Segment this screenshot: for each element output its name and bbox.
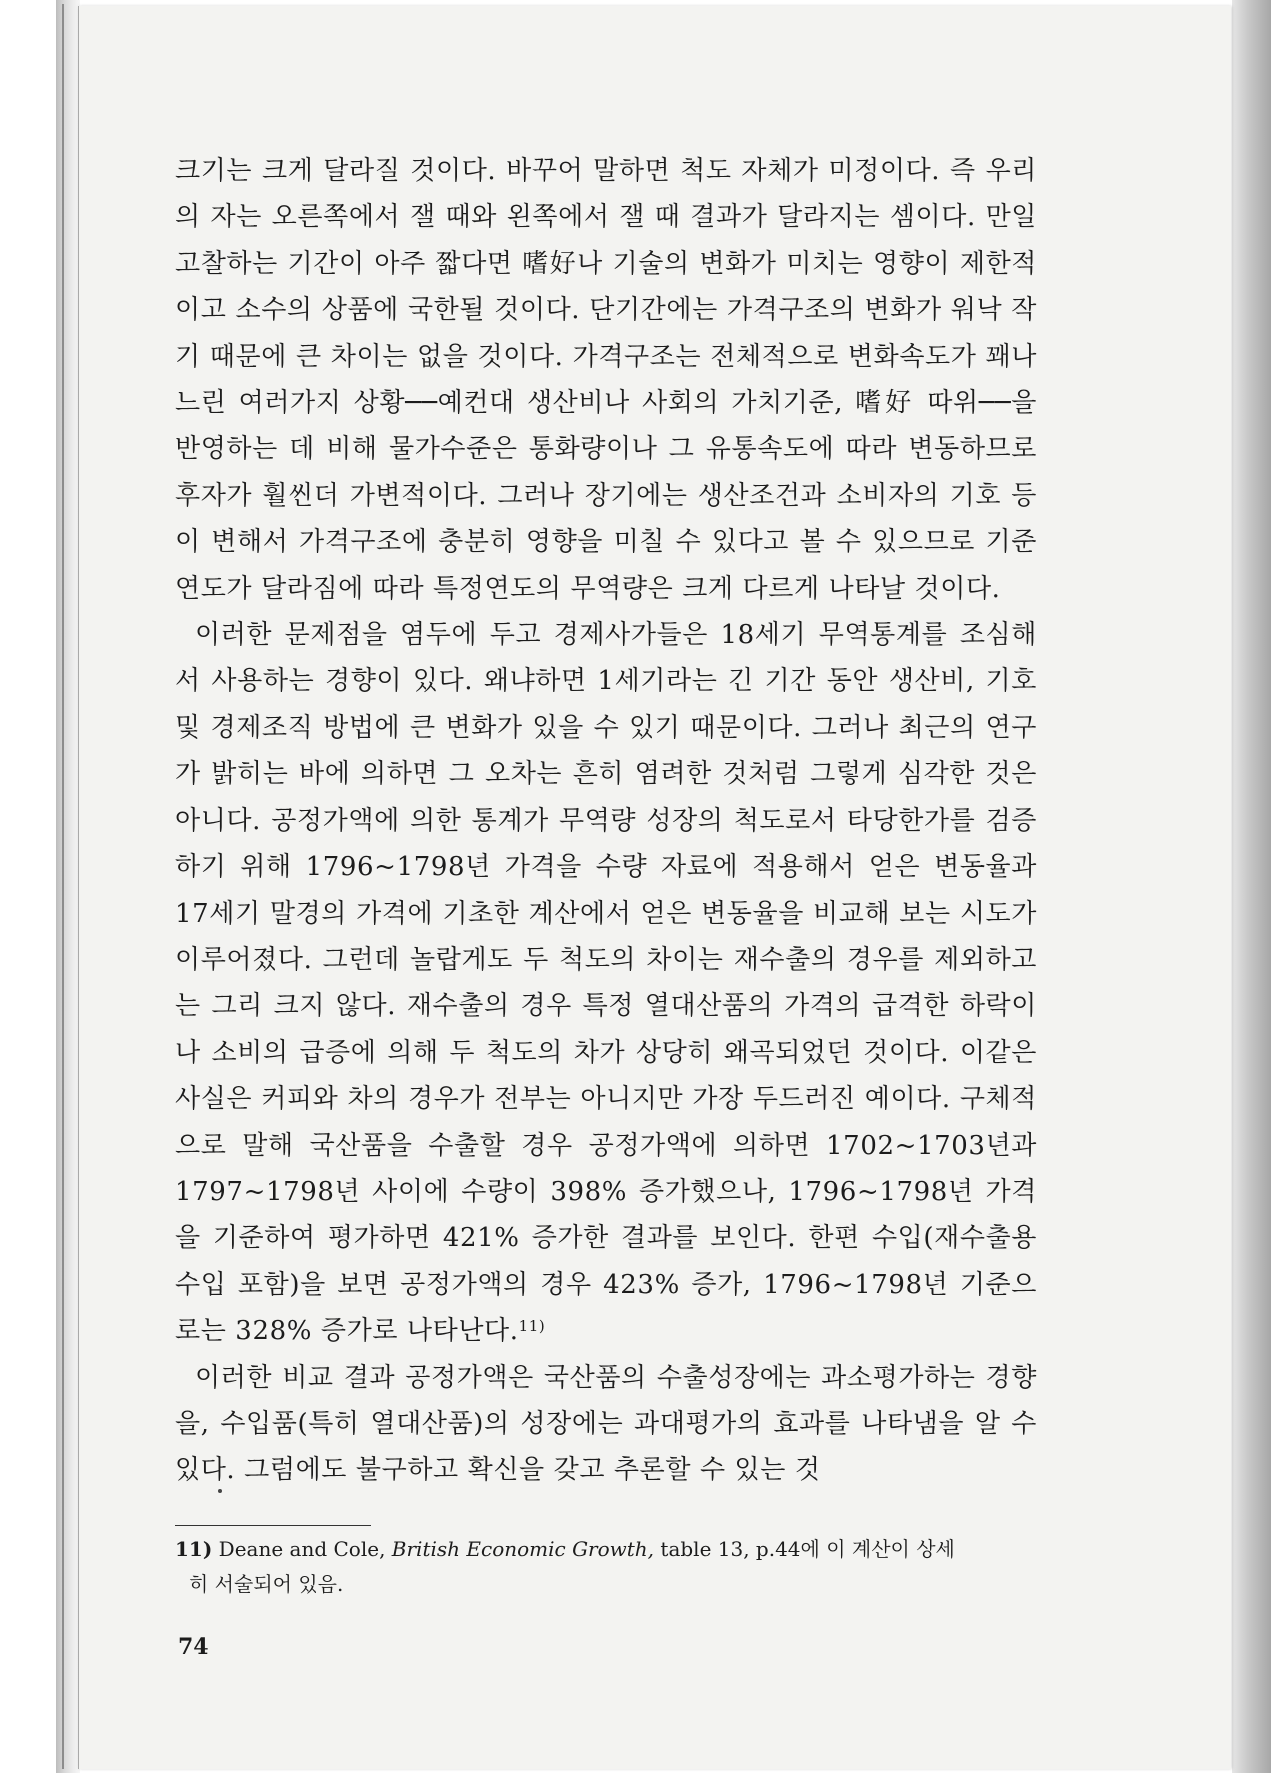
page-number: 74 xyxy=(178,1634,209,1660)
footnote-number: 11) xyxy=(175,1537,213,1561)
footnote-authors: Deane and Cole, xyxy=(218,1537,386,1561)
footnote-line-1 xyxy=(175,1532,1037,1567)
book-left-edge-line xyxy=(62,4,64,1769)
footnote-detail: table 13, p.44에 이 계산이 상세 xyxy=(660,1537,955,1561)
page-body-text xyxy=(175,148,1037,1494)
book-right-edge xyxy=(1232,0,1271,1773)
footnote-reference: 11) xyxy=(518,1317,546,1336)
footnote-line-2: 히 서술되어 있음. xyxy=(189,1572,344,1596)
footnote-divider xyxy=(175,1525,371,1526)
paragraph-3-text: 이러한 비교 결과 공정가액은 국산품의 수출성장에는 과소평가하는 경향을, 수입품(특히 열대산품)의 성장에는 과대평가의 효과를 나타냄을 알 수 있다. 그럼에도 불구하고 확신을 갖고 추론할 수 있는 것 xyxy=(175,1362,1037,1486)
footnote xyxy=(175,1532,1037,1602)
margin-mark xyxy=(218,1489,222,1493)
paragraph-1 xyxy=(175,148,1037,612)
paragraph-3 xyxy=(175,1355,1037,1494)
paragraph-2 xyxy=(175,612,1037,1355)
book-left-edge xyxy=(56,0,80,1773)
footnote-title: British Economic Growth, xyxy=(391,1537,655,1561)
paragraph-1-text: 크기는 크게 달라질 것이다. 바꾸어 말하면 척도 자체가 미정이다. 즉 우리의 자는 오른쪽에서 잴 때와 왼쪽에서 잴 때 결과가 달라지는 셈이다. 만일 고찰하는 기간이 아주 짧다면 嗜好나 기술의 변화가 미치는 영향이 제한적이고 소수의 상품에 국한될 것이다. 단기간에는 가격구조의 변화가 워낙 작기 때문에 큰 차이는 없을 것이다. 가격구조는 전체적으로 변화속도가 꽤나 느린 여러가지 상황──예컨대 생산비나 사회의 가치기준, 嗜好 따위──을 반영하는 데 비해 물가수준은 통화량이나 그 유통속도에 따라 변동하므로 후자가 훨씬더 가변적이다. 그러나 장기에는 생산조건과 소비자의 기호 등이 변해서 가격구조에 충분히 영향을 미칠 수 있다고 볼 수 있으므로 기준연도가 달라짐에 따라 특정연도의 무역량은 크게 다르게 나타날 것이다. xyxy=(175,156,1037,604)
paragraph-2-text: 이러한 문제점을 염두에 두고 경제사가들은 18세기 무역통계를 조심해서 사용하는 경향이 있다. 왜냐하면 1세기라는 긴 기간 동안 생산비, 기호 및 경제조직 방법에 큰 변화가 있을 수 있기 때문이다. 그러나 최근의 연구가 밝히는 바에 의하면 그 오차는 흔히 염려한 것처럼 그렇게 심각한 것은 아니다. 공정가액에 의한 통계가 무역량 성장의 척도로서 타당한가를 검증하기 위해 1796~1798년 가격을 수량 자료에 적용해서 얻은 변동율과 17세기 말경의 가격에 기초한 계산에서 얻은 변동율을 비교해 보는 시도가 이루어졌다. 그런데 놀랍게도 두 척도의 차이는 재수출의 경우를 제외하고는 그리 크지 않다. 재수출의 경우 특정 열대산품의 가격의 급격한 하락이나 소비의 급증에 의해 두 척도의 차가 상당히 왜곡되었던 것이다. 이같은 사실은 커피와 차의 경우가 전부는 아니지만 가장 두드러진 예이다. 구체적으로 말해 국산품을 수출할 경우 공정가액에 의하면 1702~1703년과 1797~1798년 사이에 수량이 398% 증가했으나, 1796~1798년 가격을 기준하여 평가하면 421% 증가한 결과를 보인다. 한편 수입(재수출용 수입 포함)을 보면 공정가액의 경우 423% 증가, 1796~1798년 기준으로는 328% 증가로 나타난다. xyxy=(175,620,1037,1347)
